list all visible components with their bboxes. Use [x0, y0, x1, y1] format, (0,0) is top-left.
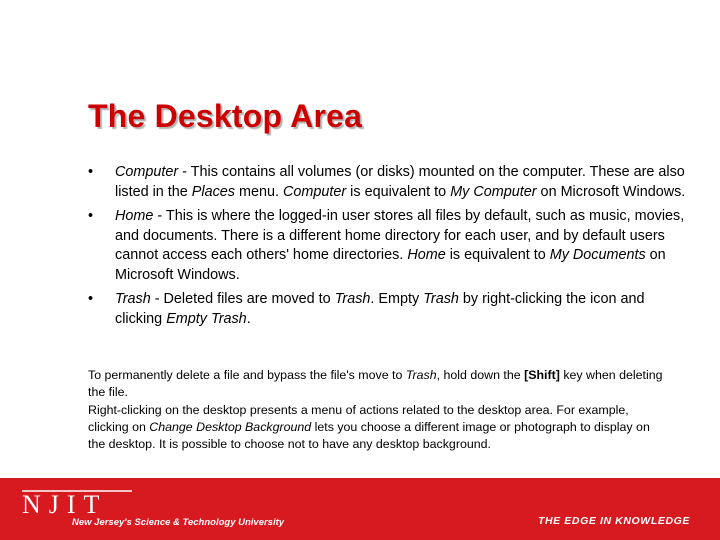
emphasis: Trash	[405, 368, 437, 382]
bullet-text: by right-clicking the icon and clicking	[115, 291, 645, 327]
bullet-text: is equivalent to	[445, 247, 550, 263]
note-text: key when deleting the file.	[88, 368, 663, 400]
university-tagline: New Jersey's Science & Technology University	[72, 517, 285, 528]
notes	[88, 367, 668, 453]
emphasis: My Documents	[549, 247, 646, 263]
bullet-text: .	[246, 310, 251, 327]
bullet-icon: •	[88, 164, 94, 180]
emphasis: Places	[191, 183, 235, 200]
note-text: lets you choose a different image or photograph to display on the desktop. It is possible to choose not to have any desktop background.	[88, 419, 650, 452]
term-computer: Computer	[115, 164, 179, 180]
note-text: Right-clicking on the desktop presents a menu of actions related to the desktop area. For example, clicking on	[88, 402, 629, 434]
note-text: To permanently delete a file and bypass the file's move to	[88, 368, 406, 382]
term-trash: Trash	[115, 291, 151, 307]
slogan: THE EDGE IN KNOWLEDGE	[537, 515, 690, 527]
njit-logo-text: NJIT	[22, 490, 108, 514]
emphasis: Empty Trash	[166, 310, 247, 327]
note-text: , hold down the	[436, 368, 525, 382]
bullet-text: is equivalent to	[346, 183, 451, 200]
bullet-text: on Microsoft Windows.	[115, 247, 666, 283]
bullet-text: - Deleted files are moved to	[150, 291, 335, 307]
bullet-text: . Empty	[370, 291, 424, 307]
shift-key: [Shift]	[524, 368, 560, 382]
bullet-icon: •	[88, 208, 94, 224]
note-right-click	[88, 402, 668, 454]
note-shift-delete	[88, 367, 668, 402]
bullet-text: menu.	[235, 183, 283, 200]
bullet-list	[88, 163, 688, 334]
bullet-icon: •	[88, 291, 94, 307]
emphasis: Trash	[423, 291, 459, 307]
emphasis: Computer	[283, 183, 347, 200]
bullet-trash	[88, 290, 688, 329]
emphasis: Change Desktop Background	[149, 419, 312, 434]
emphasis: Trash	[334, 291, 371, 307]
bullet-computer	[88, 163, 688, 202]
slide-title: The Desktop Area	[88, 98, 363, 134]
emphasis: Home	[407, 247, 446, 263]
bullet-text: - This is where the logged-in user stores all files by default, such as music, movies, and documents. There is a different home directory for each user, and by default users cannot access each others' home directories.	[115, 208, 685, 263]
bullet-text: on Microsoft Windows.	[536, 183, 686, 200]
bullet-text: - This contains all volumes (or disks) mounted on the computer. These are also listed in the	[115, 164, 685, 200]
footer-bar	[0, 478, 720, 540]
term-home: Home	[115, 208, 154, 224]
emphasis: My Computer	[450, 183, 537, 200]
bullet-home	[88, 207, 688, 285]
njit-logo	[22, 488, 142, 514]
